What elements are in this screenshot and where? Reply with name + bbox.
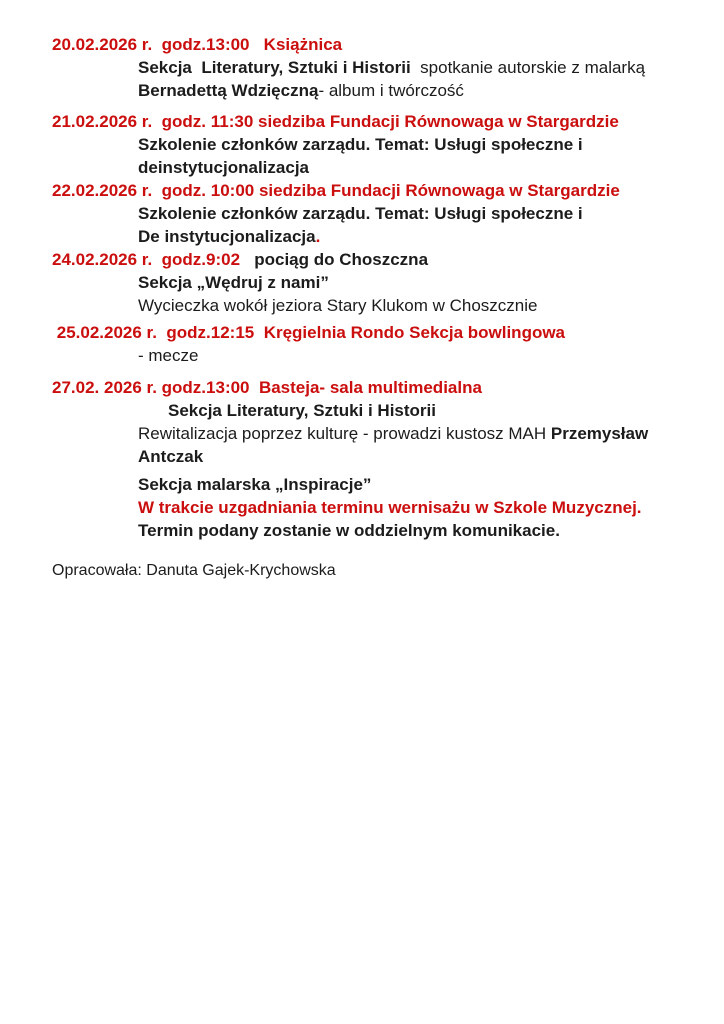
text-segment: Sekcja Literatury, Sztuki i Historii [168, 401, 436, 420]
text-segment: 20.02.2026 r. godz.13:00 Książnica [52, 35, 343, 54]
event-line [52, 133, 694, 156]
text-segment: Sekcja malarska „Inspiracje” [138, 475, 372, 494]
text-segment: Sekcja Literatury, Sztuki i Historii [138, 58, 411, 77]
event-line [52, 156, 694, 179]
text-segment: Sekcja „Wędruj z nami” [138, 273, 329, 292]
event-block [52, 179, 694, 248]
text-segment: deinstytucjonalizacja [138, 158, 309, 177]
event-line [52, 294, 694, 317]
event-line [52, 422, 694, 445]
text-segment: - mecze [138, 346, 199, 365]
text-segment: De instytucjonalizacja [138, 227, 316, 246]
event-line [52, 473, 694, 496]
event-line [52, 496, 694, 519]
event-line [52, 56, 694, 79]
text-segment: Rewitalizacja poprzez kulturę - prowadzi kustosz MAH [138, 424, 551, 443]
events-list [52, 33, 694, 542]
event-line [52, 445, 694, 468]
text-segment: - album i twórczość [318, 81, 464, 100]
text-segment: 24.02.2026 r. godz.9:02 [52, 250, 241, 269]
event-block [52, 248, 694, 317]
text-segment: 25.02.2026 r. godz.12:15 Kręgielnia Rondo Sekcja bowlingowa [52, 323, 566, 342]
event-heading [52, 110, 694, 133]
text-segment: . [315, 227, 321, 246]
event-heading [52, 376, 694, 399]
event-line [52, 519, 694, 542]
event-line [52, 271, 694, 294]
event-heading [52, 321, 694, 344]
event-block [52, 110, 694, 179]
event-line [52, 399, 694, 422]
event-line [52, 344, 694, 367]
text-segment: pociąg do Choszczna [240, 250, 429, 269]
event-heading [52, 179, 694, 202]
text-segment: W trakcie uzgadniania terminu wernisażu w Szkole Muzycznej. [138, 498, 642, 517]
text-segment: Przemysław [550, 424, 649, 443]
event-line [52, 79, 694, 102]
footer-credit: Opracowała: Danuta Gajek-Krychowska [52, 562, 336, 579]
event-block [52, 321, 694, 367]
event-block [52, 33, 694, 102]
text-segment: Szkolenie członków zarządu. Temat: Usługi społeczne i [138, 135, 583, 154]
event-block [52, 376, 694, 468]
event-line [52, 225, 694, 248]
text-segment: Bernadettą Wdzięczną [138, 81, 319, 100]
text-segment: spotkanie autorskie z malarką [410, 58, 646, 77]
event-block [52, 473, 694, 542]
event-line [52, 202, 694, 225]
text-segment: Termin podany zostanie w oddzielnym komunikacie. [138, 521, 560, 540]
text-segment: Antczak [138, 447, 204, 466]
text-segment: 27.02. 2026 r. godz.13:00 Basteja- sala multimedialna [52, 378, 482, 397]
event-heading [52, 248, 694, 271]
text-segment: 22.02.2026 r. godz. 10:00 siedziba Fundacji Równowaga w Stargardzie [52, 181, 620, 200]
text-segment: Szkolenie członków zarządu. Temat: Usługi społeczne i [138, 204, 583, 223]
event-heading [52, 33, 694, 56]
text-segment: Wycieczka wokół jeziora Stary Klukom w Choszcznie [138, 296, 538, 315]
text-segment: 21.02.2026 r. godz. 11:30 siedziba Fundacji Równowaga w Stargardzie [52, 112, 619, 131]
